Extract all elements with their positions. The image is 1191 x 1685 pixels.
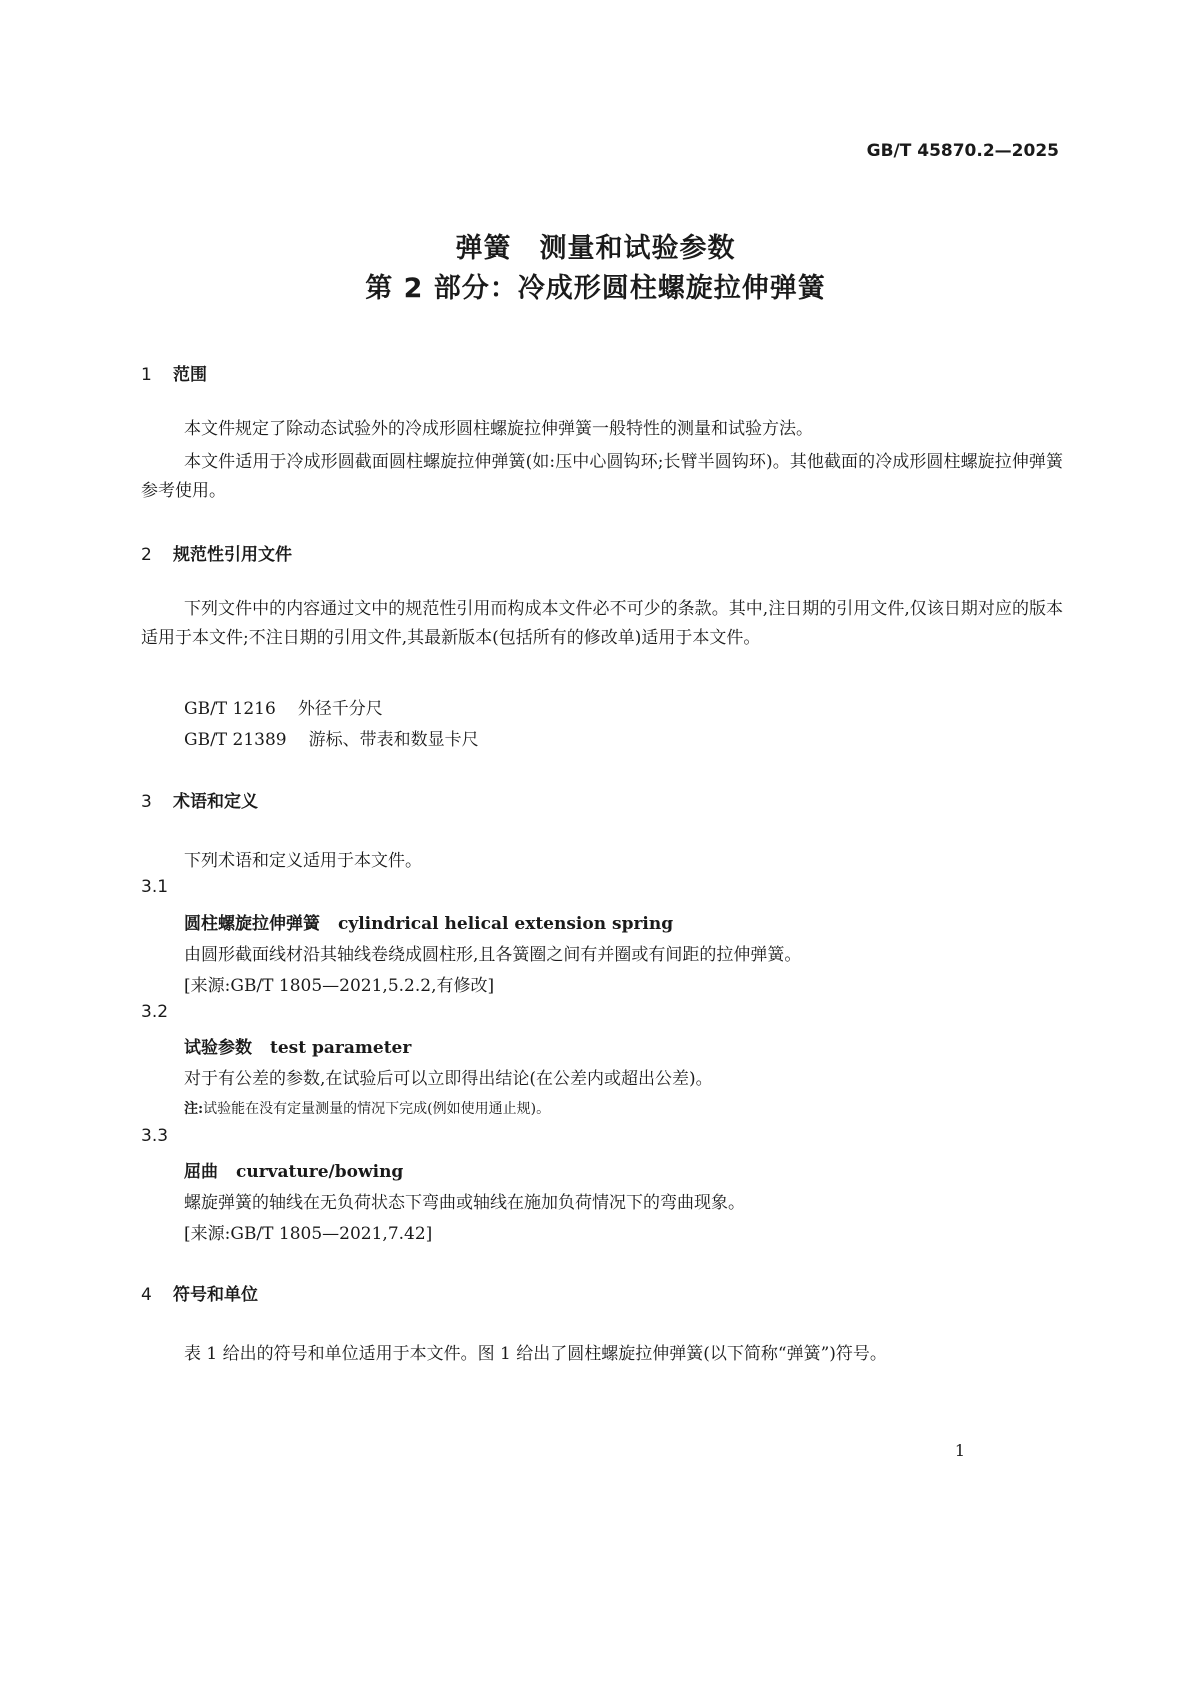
reference-title: 外径千分尺 [297,699,383,719]
standard-code: GB/T 45870.2—2025 [866,141,1059,161]
term-en: test parameter [270,1038,412,1058]
document-title-line1: 弹簧 测量和试验参数 [455,233,736,264]
references-paragraph: 下列文件中的内容通过文中的规范性引用而构成本文件必不可少的条款。其中,注日期的引用文件,仅该日期对应的版本适用于本文件;不注日期的引用文件,其最新版本(包括所有的修改单)适用于本文件。 [141,599,1063,648]
symbols-paragraph: 表 1 给出的符号和单位适用于本文件。图 1 给出了圆柱螺旋拉伸弹簧(以下简称“弹簧”)符号。 [184,1344,887,1364]
section-1-heading [141,360,207,385]
section-2-heading [141,540,292,565]
term-zh: 试验参数 [184,1038,252,1058]
section-3-heading [141,787,258,812]
term-zh: 圆柱螺旋拉伸弹簧 [184,914,320,934]
term-definition: 由圆形截面线材沿其轴线卷绕成圆柱形,且各簧圈之间有并圈或有间距的拉伸弹簧。 [184,945,802,965]
term-en: curvature/bowing [236,1162,404,1182]
note-text: 试验能在没有定量测量的情况下完成(例如使用通止规)。 [203,1101,551,1117]
section-title: 术语和定义 [173,792,258,812]
page-number: 1 [954,1441,965,1460]
term-source: [来源:GB/T 1805—2021,7.42] [184,1224,433,1244]
reference-code: GB/T 1216 [184,699,276,719]
section-title: 规范性引用文件 [173,545,292,565]
note-label: 注: [184,1101,204,1117]
clause-number: 3.3 [141,1126,169,1146]
section-number: 4 [141,1285,152,1305]
section-4-heading [141,1280,258,1305]
term-heading [184,909,673,934]
section-title: 符号和单位 [173,1285,258,1305]
section-number: 1 [141,365,152,385]
document-title-line2: 第 2 部分：冷成形圆柱螺旋拉伸弹簧 [365,273,826,304]
reference-title: 游标、带表和数显卡尺 [308,730,479,750]
term-note [184,1098,550,1118]
section-number: 2 [141,545,152,565]
term-definition: 对于有公差的参数,在试验后可以立即得出结论(在公差内或超出公差)。 [184,1069,713,1089]
section-title: 范围 [173,365,207,385]
term-heading [184,1033,411,1058]
reference-item [184,694,383,719]
clause-number: 3.2 [141,1002,169,1022]
reference-code: GB/T 21389 [184,730,287,750]
reference-item [184,725,479,750]
clause-number: 3.1 [141,877,169,897]
term-zh: 屈曲 [184,1162,218,1182]
term-definition: 螺旋弹簧的轴线在无负荷状态下弯曲或轴线在施加负荷情况下的弯曲现象。 [184,1193,745,1213]
term-heading [184,1157,403,1182]
term-en: cylindrical helical extension spring [338,914,674,934]
scope-paragraph-2: 本文件适用于冷成形圆截面圆柱螺旋拉伸弹簧(如:压中心圆钩环;长臂半圆钩环)。其他截面的冷成形圆柱螺旋拉伸弹簧参考使用。 [141,452,1063,501]
scope-paragraph-1: 本文件规定了除动态试验外的冷成形圆柱螺旋拉伸弹簧一般特性的测量和试验方法。 [184,419,813,439]
terms-intro: 下列术语和定义适用于本文件。 [184,851,422,871]
section-number: 3 [141,792,152,812]
term-source: [来源:GB/T 1805—2021,5.2.2,有修改] [184,976,495,996]
